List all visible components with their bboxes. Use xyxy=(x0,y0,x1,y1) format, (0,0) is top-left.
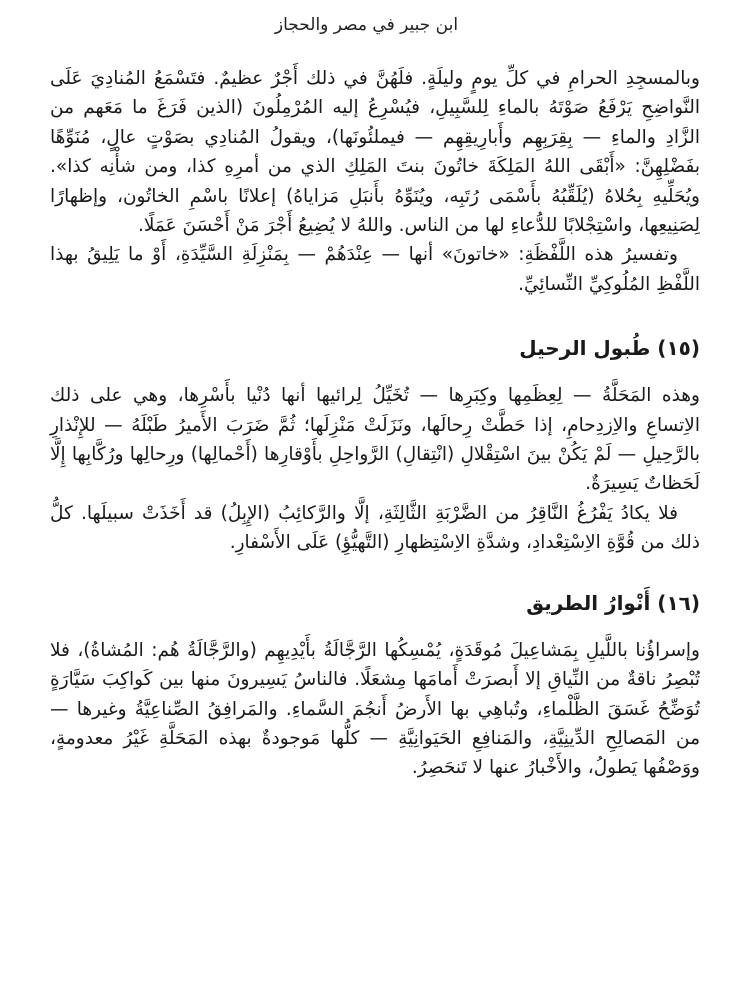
paragraph: فلا يكادُ يَفْرُغُ النَّاقِرُ من الضَّرْبَةِ الثَّالِثَةِ، إلَّا والرَّكائِبُ (الإِبِلُ) قد أَخَذَتْ سبيلَها. كلُّ ذلك من قُوَّةِ الاِسْتِعْدادِ، وشدَّةِ الاِسْتِظهارِ (التَّهيُّؤِ) عَلَى الأَسْفارِ. xyxy=(50,502,700,554)
body-text xyxy=(50,64,700,783)
paragraph: وهذه المَحَلَّةُ — لِعِظَمِها وكِبَرِها — تُخَيِّلُ لِرائيها أنها دُنْيا بأَسْرِها، وهي على ذلك الاِتساعِ والاِزدِحامِ، إذا حَطَّتْ رِحالَها، ونَزَلَتْ مَنْزِلَها؛ ثُمَّ ضَرَبَ الأَميرُ طَبْلَهُ — للإِنْذارِ بالرَّحِيلِ — لَمْ يَكُنْ بينَ اسْتِقْلالِ (انْتِقالِ) الرَّواحِلِ بأَوْقارِها (أَحْمالِها) ورِحالِها ورُكَّابِها إِلَّا لَحَظاتٌ يَسِيرَةٌ. xyxy=(50,385,700,495)
paragraph: وبالمسجِدِ الحرامِ في كلِّ يومٍ وليلَةٍ. فلَهُنَّ في ذلك أَجْرٌ عظيمٌ. فتَسْمَعُ المُنادِيَ عَلَى النَّواضِحِ يَرْفَعُ صَوْتَهُ بالماءِ لِلسَّبِيلِ، فيُسْرِعُ إليه المُرْمِلُونَ (الذين فَرَغَ ما مَعَهم من الزَّادِ والماءِ — بِقِرَبِهِم وأَبارِيقِهِم — فيملئُونَها)، ويقولُ المُنادِي بصَوْتٍ عالٍ، مُنَوِّهًا بفَضْلِهِنَّ: «أَبْقَى اللهُ المَلِكَةَ خاتُونَ بنتَ المَلِكِ الذي من أمرِهِ كذا، ومن شأْنِه كذا». ويُحَلِّيهِ بِحُلاهُ (يُلَقِّبُهُ بأَسْمَى رُتَبِه، ويُنَوِّهُ بأَنبَلِ مَزاياهُ) إعلانًا باسْمِ الخاتُون، وإظهارًا لِصَنِيعِها، واسْتِجْلابًا للدُّعاءِ لها من الناس. واللهُ لا يُضِيعُ أَجْرَ مَنْ أَحْسَنَ عَمَلًا. xyxy=(50,68,700,237)
section-heading: (١٦) أَنْوارُ الطريق xyxy=(526,590,700,615)
paragraph: وتفسيرُ هذه اللَّفْظَةِ: «خاتونَ» أنها — عِنْدَهُمْ — بِمَنْزِلَةِ السَّيِّدَةِ، أَوْ ما يَلِيقُ بهذا اللَّفْظِ المُلُوكِيِّ النِّسائِيِّ. xyxy=(50,244,700,295)
section-heading: (١٥) طُبول الرحيل xyxy=(519,336,700,361)
running-head: ابن جبير في مصر والحجاز xyxy=(274,15,459,35)
paragraph: وإسراؤُنا باللَّيلِ بِمَشاعِيلَ مُوقَدَةٍ، يُمْسِكُها الرَّجَّالَةُ بأَيْدِيهِم (والرَّجَّالَةُ هُم: المُشاةُ)، فلا تُبْصِرُ ناقةٌ من النِّياقِ إلا أَبصرَتْ أَمامَها مِشعَلًا. فالناسُ يَسِيرونَ منها بين كَواكِبَ سَيَّارَةٍ تُوَضِّحُ غَسَقَ الظَّلْماءِ، وتُباهِي بها الأَرضُ أَنجُمَ السَّماءِ. والمَرافِقُ الصِّناعِيَّةُ وغيرها — من المَصالِحِ الدِّينِيَّةِ، والمَنافِعِ الحَيَوانِيَّةِ — كلُّها مَوجودةٌ بهذه المَحَلَّةِ غَيْرُ معدومةٍ، ووَصْفُها يَطولُ، والأَخْبارُ عنها لا تَنحَصِرُ. xyxy=(50,639,700,779)
